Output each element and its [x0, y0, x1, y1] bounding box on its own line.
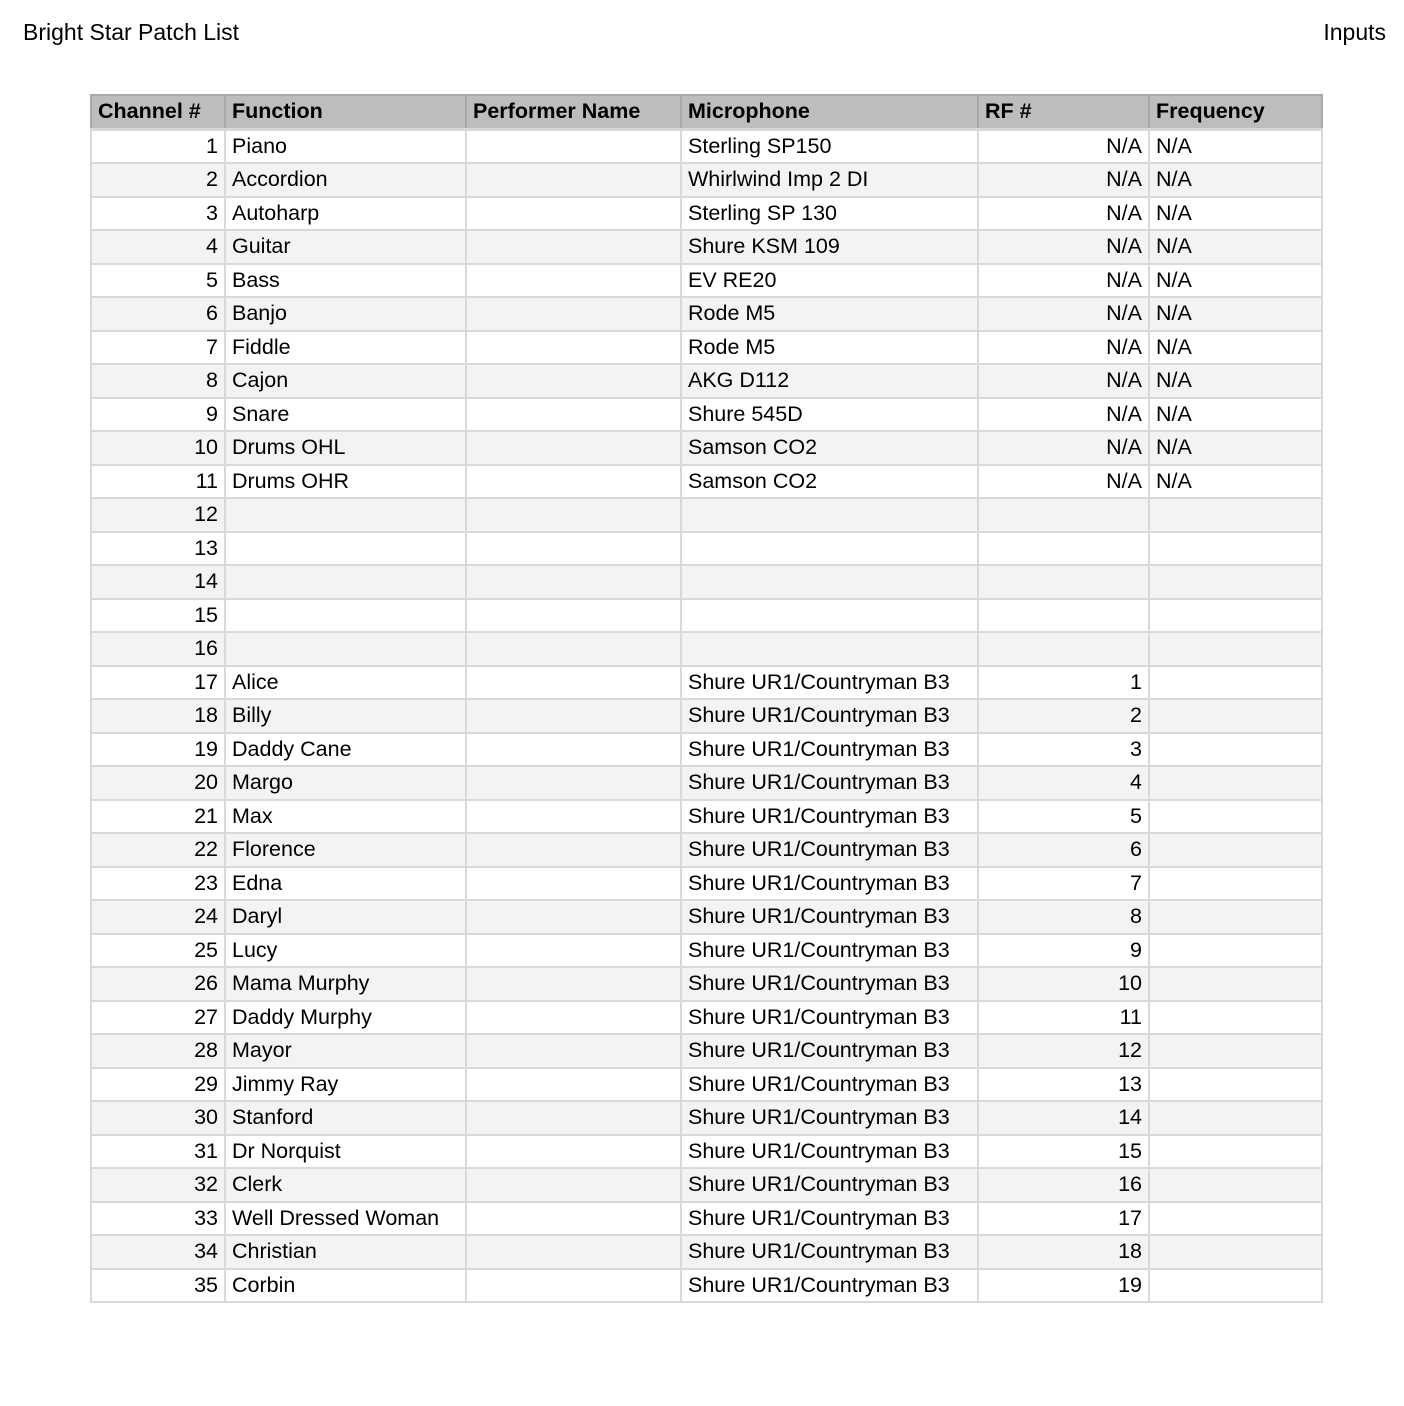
- cell-channel: 1: [91, 129, 225, 163]
- table-row: [91, 465, 1322, 499]
- column-header-microphone: Microphone: [681, 95, 978, 129]
- cell-rf-number: [978, 498, 1149, 532]
- cell-channel: 7: [91, 331, 225, 365]
- cell-frequency: [1149, 1202, 1322, 1236]
- cell-rf-number: 7: [978, 867, 1149, 901]
- cell-performer-name: [466, 1269, 681, 1303]
- cell-microphone: Shure UR1/Countryman B3: [681, 833, 978, 867]
- cell-microphone: AKG D112: [681, 364, 978, 398]
- cell-frequency: [1149, 1168, 1322, 1202]
- column-header-channel: Channel #: [91, 95, 225, 129]
- cell-performer-name: [466, 1068, 681, 1102]
- table-body: [91, 129, 1322, 1302]
- cell-channel: 33: [91, 1202, 225, 1236]
- cell-frequency: [1149, 532, 1322, 566]
- cell-frequency: [1149, 1068, 1322, 1102]
- cell-channel: 12: [91, 498, 225, 532]
- cell-function: Cajon: [225, 364, 466, 398]
- cell-channel: 24: [91, 900, 225, 934]
- cell-function: Clerk: [225, 1168, 466, 1202]
- cell-microphone: Shure UR1/Countryman B3: [681, 1101, 978, 1135]
- cell-function: [225, 632, 466, 666]
- table-row: [91, 900, 1322, 934]
- table-row: [91, 1168, 1322, 1202]
- cell-frequency: N/A: [1149, 197, 1322, 231]
- table-row: [91, 398, 1322, 432]
- cell-performer-name: [466, 599, 681, 633]
- cell-performer-name: [466, 398, 681, 432]
- cell-channel: 25: [91, 934, 225, 968]
- cell-channel: 31: [91, 1135, 225, 1169]
- cell-microphone: Rode M5: [681, 331, 978, 365]
- cell-rf-number: 2: [978, 699, 1149, 733]
- cell-microphone: Shure UR1/Countryman B3: [681, 1034, 978, 1068]
- cell-channel: 13: [91, 532, 225, 566]
- cell-function: Mama Murphy: [225, 967, 466, 1001]
- table-row: [91, 666, 1322, 700]
- cell-frequency: [1149, 733, 1322, 767]
- cell-frequency: [1149, 699, 1322, 733]
- cell-function: Lucy: [225, 934, 466, 968]
- cell-function: Banjo: [225, 297, 466, 331]
- table-row: [91, 532, 1322, 566]
- cell-frequency: [1149, 1269, 1322, 1303]
- cell-rf-number: 19: [978, 1269, 1149, 1303]
- cell-function: Fiddle: [225, 331, 466, 365]
- cell-microphone: Shure UR1/Countryman B3: [681, 867, 978, 901]
- cell-performer-name: [466, 331, 681, 365]
- table-header: [91, 95, 1322, 129]
- cell-microphone: Shure UR1/Countryman B3: [681, 666, 978, 700]
- cell-frequency: [1149, 900, 1322, 934]
- cell-performer-name: [466, 833, 681, 867]
- cell-rf-number: 10: [978, 967, 1149, 1001]
- table-row: [91, 498, 1322, 532]
- cell-rf-number: N/A: [978, 297, 1149, 331]
- cell-channel: 3: [91, 197, 225, 231]
- cell-function: Autoharp: [225, 197, 466, 231]
- cell-function: Daddy Murphy: [225, 1001, 466, 1035]
- table-row: [91, 264, 1322, 298]
- cell-channel: 32: [91, 1168, 225, 1202]
- cell-function: Billy: [225, 699, 466, 733]
- cell-rf-number: [978, 599, 1149, 633]
- cell-function: [225, 599, 466, 633]
- cell-function: Well Dressed Woman: [225, 1202, 466, 1236]
- cell-channel: 11: [91, 465, 225, 499]
- cell-microphone: Samson CO2: [681, 431, 978, 465]
- cell-channel: 26: [91, 967, 225, 1001]
- cell-function: Jimmy Ray: [225, 1068, 466, 1102]
- table-row: [91, 431, 1322, 465]
- cell-rf-number: N/A: [978, 197, 1149, 231]
- cell-performer-name: [466, 532, 681, 566]
- cell-rf-number: N/A: [978, 465, 1149, 499]
- cell-frequency: [1149, 1101, 1322, 1135]
- cell-rf-number: 1: [978, 666, 1149, 700]
- cell-rf-number: N/A: [978, 163, 1149, 197]
- table-row: [91, 867, 1322, 901]
- cell-performer-name: [466, 900, 681, 934]
- cell-microphone: Shure UR1/Countryman B3: [681, 967, 978, 1001]
- cell-function: Guitar: [225, 230, 466, 264]
- cell-rf-number: N/A: [978, 398, 1149, 432]
- cell-function: Daddy Cane: [225, 733, 466, 767]
- cell-performer-name: [466, 197, 681, 231]
- cell-function: [225, 532, 466, 566]
- cell-rf-number: 16: [978, 1168, 1149, 1202]
- cell-microphone: Shure UR1/Countryman B3: [681, 1235, 978, 1269]
- table-row: [91, 934, 1322, 968]
- cell-rf-number: N/A: [978, 264, 1149, 298]
- cell-frequency: N/A: [1149, 297, 1322, 331]
- cell-microphone: Shure UR1/Countryman B3: [681, 934, 978, 968]
- cell-performer-name: [466, 129, 681, 163]
- table-row: [91, 197, 1322, 231]
- cell-function: [225, 565, 466, 599]
- cell-function: Edna: [225, 867, 466, 901]
- cell-rf-number: 17: [978, 1202, 1149, 1236]
- cell-frequency: [1149, 833, 1322, 867]
- cell-microphone: Shure UR1/Countryman B3: [681, 800, 978, 834]
- cell-rf-number: 6: [978, 833, 1149, 867]
- cell-function: Bass: [225, 264, 466, 298]
- cell-rf-number: 3: [978, 733, 1149, 767]
- cell-microphone: Shure UR1/Countryman B3: [681, 766, 978, 800]
- table-row: [91, 733, 1322, 767]
- cell-microphone: Shure UR1/Countryman B3: [681, 1269, 978, 1303]
- cell-microphone: [681, 599, 978, 633]
- cell-function: Drums OHL: [225, 431, 466, 465]
- cell-performer-name: [466, 364, 681, 398]
- cell-microphone: Sterling SP 130: [681, 197, 978, 231]
- table-row: [91, 1068, 1322, 1102]
- table-row: [91, 1034, 1322, 1068]
- cell-rf-number: 11: [978, 1001, 1149, 1035]
- cell-channel: 10: [91, 431, 225, 465]
- cell-channel: 29: [91, 1068, 225, 1102]
- cell-channel: 21: [91, 800, 225, 834]
- table-row: [91, 632, 1322, 666]
- cell-microphone: Shure UR1/Countryman B3: [681, 1001, 978, 1035]
- cell-channel: 4: [91, 230, 225, 264]
- cell-performer-name: [466, 297, 681, 331]
- cell-performer-name: [466, 766, 681, 800]
- cell-frequency: [1149, 867, 1322, 901]
- cell-function: Christian: [225, 1235, 466, 1269]
- cell-function: Alice: [225, 666, 466, 700]
- cell-channel: 2: [91, 163, 225, 197]
- cell-performer-name: [466, 264, 681, 298]
- cell-rf-number: 13: [978, 1068, 1149, 1102]
- cell-performer-name: [466, 1001, 681, 1035]
- cell-frequency: [1149, 666, 1322, 700]
- cell-channel: 17: [91, 666, 225, 700]
- table-row: [91, 800, 1322, 834]
- table-row: [91, 129, 1322, 163]
- cell-performer-name: [466, 800, 681, 834]
- cell-rf-number: N/A: [978, 331, 1149, 365]
- cell-microphone: Shure UR1/Countryman B3: [681, 733, 978, 767]
- cell-frequency: N/A: [1149, 465, 1322, 499]
- cell-performer-name: [466, 699, 681, 733]
- cell-channel: 15: [91, 599, 225, 633]
- cell-function: Max: [225, 800, 466, 834]
- section-label: Inputs: [1323, 19, 1386, 45]
- table-row: [91, 1235, 1322, 1269]
- cell-channel: 27: [91, 1001, 225, 1035]
- cell-function: Stanford: [225, 1101, 466, 1135]
- cell-rf-number: 4: [978, 766, 1149, 800]
- cell-frequency: [1149, 934, 1322, 968]
- cell-function: Florence: [225, 833, 466, 867]
- cell-channel: 30: [91, 1101, 225, 1135]
- cell-performer-name: [466, 934, 681, 968]
- cell-microphone: Samson CO2: [681, 465, 978, 499]
- cell-frequency: [1149, 967, 1322, 1001]
- table-row: [91, 565, 1322, 599]
- cell-microphone: Rode M5: [681, 297, 978, 331]
- cell-performer-name: [466, 1168, 681, 1202]
- cell-frequency: [1149, 565, 1322, 599]
- cell-rf-number: N/A: [978, 431, 1149, 465]
- cell-channel: 19: [91, 733, 225, 767]
- cell-channel: 23: [91, 867, 225, 901]
- cell-function: Dr Norquist: [225, 1135, 466, 1169]
- table-row: [91, 599, 1322, 633]
- cell-rf-number: 8: [978, 900, 1149, 934]
- cell-function: Snare: [225, 398, 466, 432]
- document-title: Bright Star Patch List: [23, 19, 240, 45]
- cell-rf-number: 12: [978, 1034, 1149, 1068]
- cell-frequency: N/A: [1149, 431, 1322, 465]
- cell-function: [225, 498, 466, 532]
- table-row: [91, 297, 1322, 331]
- cell-function: Daryl: [225, 900, 466, 934]
- table-row: [91, 364, 1322, 398]
- table-row: [91, 766, 1322, 800]
- cell-performer-name: [466, 1235, 681, 1269]
- cell-rf-number: N/A: [978, 230, 1149, 264]
- cell-frequency: [1149, 498, 1322, 532]
- cell-channel: 16: [91, 632, 225, 666]
- cell-rf-number: [978, 632, 1149, 666]
- table-row: [91, 1202, 1322, 1236]
- patch-list-table: [90, 94, 1323, 1303]
- cell-microphone: Whirlwind Imp 2 DI: [681, 163, 978, 197]
- cell-frequency: N/A: [1149, 129, 1322, 163]
- cell-frequency: N/A: [1149, 264, 1322, 298]
- cell-channel: 28: [91, 1034, 225, 1068]
- cell-microphone: EV RE20: [681, 264, 978, 298]
- cell-frequency: N/A: [1149, 398, 1322, 432]
- cell-frequency: N/A: [1149, 364, 1322, 398]
- cell-performer-name: [466, 1101, 681, 1135]
- cell-function: Margo: [225, 766, 466, 800]
- table-row: [91, 1001, 1322, 1035]
- cell-performer-name: [466, 230, 681, 264]
- cell-frequency: N/A: [1149, 331, 1322, 365]
- column-header-frequency: Frequency: [1149, 95, 1322, 129]
- table-row: [91, 163, 1322, 197]
- table-row: [91, 1101, 1322, 1135]
- cell-microphone: Shure UR1/Countryman B3: [681, 1168, 978, 1202]
- cell-channel: 35: [91, 1269, 225, 1303]
- table-row: [91, 230, 1322, 264]
- cell-rf-number: N/A: [978, 129, 1149, 163]
- cell-microphone: Shure 545D: [681, 398, 978, 432]
- cell-performer-name: [466, 565, 681, 599]
- cell-microphone: Shure UR1/Countryman B3: [681, 699, 978, 733]
- table-row: [91, 331, 1322, 365]
- cell-rf-number: 18: [978, 1235, 1149, 1269]
- table-row: [91, 967, 1322, 1001]
- cell-function: Drums OHR: [225, 465, 466, 499]
- cell-channel: 22: [91, 833, 225, 867]
- cell-microphone: Shure UR1/Countryman B3: [681, 900, 978, 934]
- cell-function: Accordion: [225, 163, 466, 197]
- cell-performer-name: [466, 1202, 681, 1236]
- cell-channel: 5: [91, 264, 225, 298]
- cell-rf-number: [978, 532, 1149, 566]
- cell-frequency: [1149, 800, 1322, 834]
- cell-function: Corbin: [225, 1269, 466, 1303]
- cell-rf-number: 5: [978, 800, 1149, 834]
- table-row: [91, 1269, 1322, 1303]
- cell-channel: 8: [91, 364, 225, 398]
- table-row: [91, 699, 1322, 733]
- cell-frequency: [1149, 599, 1322, 633]
- cell-performer-name: [466, 1034, 681, 1068]
- cell-function: Piano: [225, 129, 466, 163]
- cell-channel: 9: [91, 398, 225, 432]
- cell-performer-name: [466, 431, 681, 465]
- column-header-rf-number: RF #: [978, 95, 1149, 129]
- cell-microphone: [681, 632, 978, 666]
- table-row: [91, 833, 1322, 867]
- cell-performer-name: [466, 733, 681, 767]
- table-row: [91, 1135, 1322, 1169]
- cell-channel: 20: [91, 766, 225, 800]
- cell-rf-number: [978, 565, 1149, 599]
- cell-channel: 18: [91, 699, 225, 733]
- cell-frequency: [1149, 1135, 1322, 1169]
- cell-rf-number: N/A: [978, 364, 1149, 398]
- cell-frequency: N/A: [1149, 163, 1322, 197]
- cell-rf-number: 9: [978, 934, 1149, 968]
- cell-channel: 14: [91, 565, 225, 599]
- column-header-performer-name: Performer Name: [466, 95, 681, 129]
- header-row: [91, 95, 1322, 129]
- cell-performer-name: [466, 465, 681, 499]
- cell-frequency: [1149, 1001, 1322, 1035]
- cell-performer-name: [466, 163, 681, 197]
- cell-performer-name: [466, 867, 681, 901]
- cell-microphone: [681, 498, 978, 532]
- cell-frequency: [1149, 766, 1322, 800]
- cell-frequency: [1149, 632, 1322, 666]
- column-header-function: Function: [225, 95, 466, 129]
- cell-microphone: [681, 532, 978, 566]
- cell-performer-name: [466, 632, 681, 666]
- cell-microphone: Shure UR1/Countryman B3: [681, 1068, 978, 1102]
- cell-rf-number: 15: [978, 1135, 1149, 1169]
- cell-performer-name: [466, 498, 681, 532]
- cell-function: Mayor: [225, 1034, 466, 1068]
- cell-microphone: Shure UR1/Countryman B3: [681, 1202, 978, 1236]
- cell-channel: 34: [91, 1235, 225, 1269]
- cell-microphone: Shure KSM 109: [681, 230, 978, 264]
- cell-microphone: Shure UR1/Countryman B3: [681, 1135, 978, 1169]
- cell-performer-name: [466, 666, 681, 700]
- cell-microphone: Sterling SP150: [681, 129, 978, 163]
- cell-rf-number: 14: [978, 1101, 1149, 1135]
- cell-channel: 6: [91, 297, 225, 331]
- cell-frequency: [1149, 1235, 1322, 1269]
- cell-performer-name: [466, 1135, 681, 1169]
- cell-performer-name: [466, 967, 681, 1001]
- cell-microphone: [681, 565, 978, 599]
- cell-frequency: N/A: [1149, 230, 1322, 264]
- cell-frequency: [1149, 1034, 1322, 1068]
